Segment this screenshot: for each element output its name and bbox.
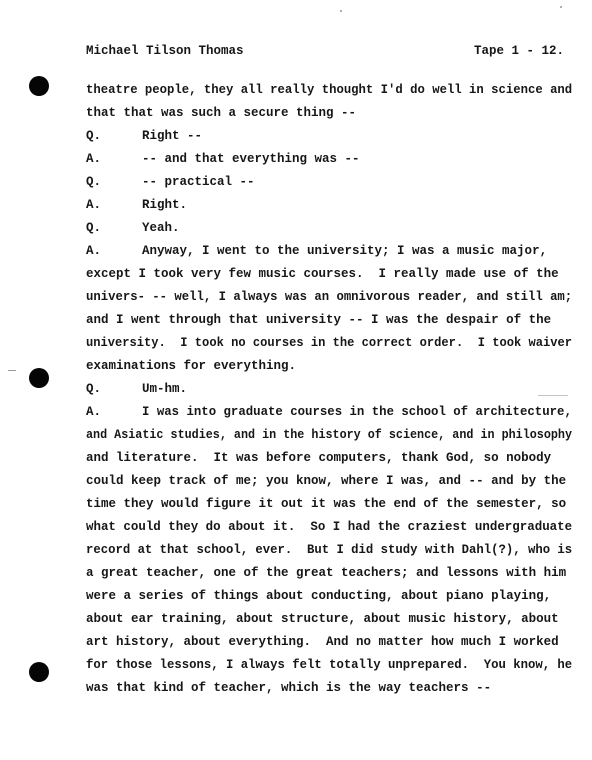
speech-text: I was into graduate courses in the school of architecture, bbox=[142, 405, 572, 419]
text-line: could keep track of me; you know, where I was, and -- and by the bbox=[86, 474, 567, 488]
scan-speck-2 bbox=[560, 6, 562, 8]
speaker-label: A. bbox=[86, 152, 102, 166]
speaker-label: A. bbox=[86, 244, 102, 258]
interviewee-name: Michael Tilson Thomas bbox=[86, 44, 244, 58]
punch-hole-middle bbox=[29, 368, 49, 388]
speaker-label: Q. bbox=[86, 221, 102, 235]
speech-text: -- practical -- bbox=[142, 175, 255, 189]
speaker-label: A. bbox=[86, 405, 102, 419]
speaker-label: Q. bbox=[86, 175, 102, 189]
speaker-label: A. bbox=[86, 198, 102, 212]
text-line: and I went through that university -- I was the despair of the bbox=[86, 313, 552, 327]
speaker-label: Q. bbox=[86, 382, 102, 396]
margin-tick-left bbox=[8, 370, 16, 371]
margin-dash-right bbox=[538, 395, 568, 396]
tape-page-number: Tape 1 - 12. bbox=[474, 44, 565, 58]
speech-text: Yeah. bbox=[142, 221, 180, 235]
text-line: were a series of things about conducting, about piano playing, bbox=[86, 589, 552, 603]
text-line: theatre people, they all really thought I'd do well in science and bbox=[86, 83, 573, 97]
speech-text: Right -- bbox=[142, 129, 203, 143]
text-line: and literature. It was before computers, thank God, so nobody bbox=[86, 451, 552, 465]
text-line: university. I took no courses in the correct order. I took waiver bbox=[86, 336, 573, 350]
text-line: examinations for everything. bbox=[86, 359, 297, 373]
text-line: univers- -- well, I always was an omnivorous reader, and still am; bbox=[86, 290, 573, 304]
speech-text: Right. bbox=[142, 198, 188, 212]
text-line: that that was such a secure thing -- bbox=[86, 106, 357, 120]
scan-speck bbox=[340, 10, 342, 12]
text-line: a great teacher, one of the great teachers; and lessons with him bbox=[86, 566, 567, 580]
text-line: about ear training, about structure, about music history, about bbox=[86, 612, 559, 626]
text-line: art history, about everything. And no matter how much I worked bbox=[86, 635, 559, 649]
text-line: except I took very few music courses. I really made use of the bbox=[86, 267, 559, 281]
text-line: what could they do about it. So I had the craziest undergraduate bbox=[86, 520, 573, 534]
speaker-label: Q. bbox=[86, 129, 102, 143]
text-line: for those lessons, I always felt totally unprepared. You know, he bbox=[86, 658, 573, 672]
speech-text: Um-hm. bbox=[142, 382, 188, 396]
speech-text: -- and that everything was -- bbox=[142, 152, 360, 166]
text-line: was that kind of teacher, which is the way teachers -- bbox=[86, 681, 492, 695]
text-line: record at that school, ever. But I did study with Dahl(?), who is bbox=[86, 543, 573, 557]
text-line: time they would figure it out it was the end of the semester, so bbox=[86, 497, 567, 511]
punch-hole-bottom bbox=[29, 662, 49, 682]
speech-text: Anyway, I went to the university; I was a music major, bbox=[142, 244, 548, 258]
punch-hole-top bbox=[29, 76, 49, 96]
text-line: and Asiatic studies, and in the history of science, and in philosophy bbox=[86, 428, 573, 442]
